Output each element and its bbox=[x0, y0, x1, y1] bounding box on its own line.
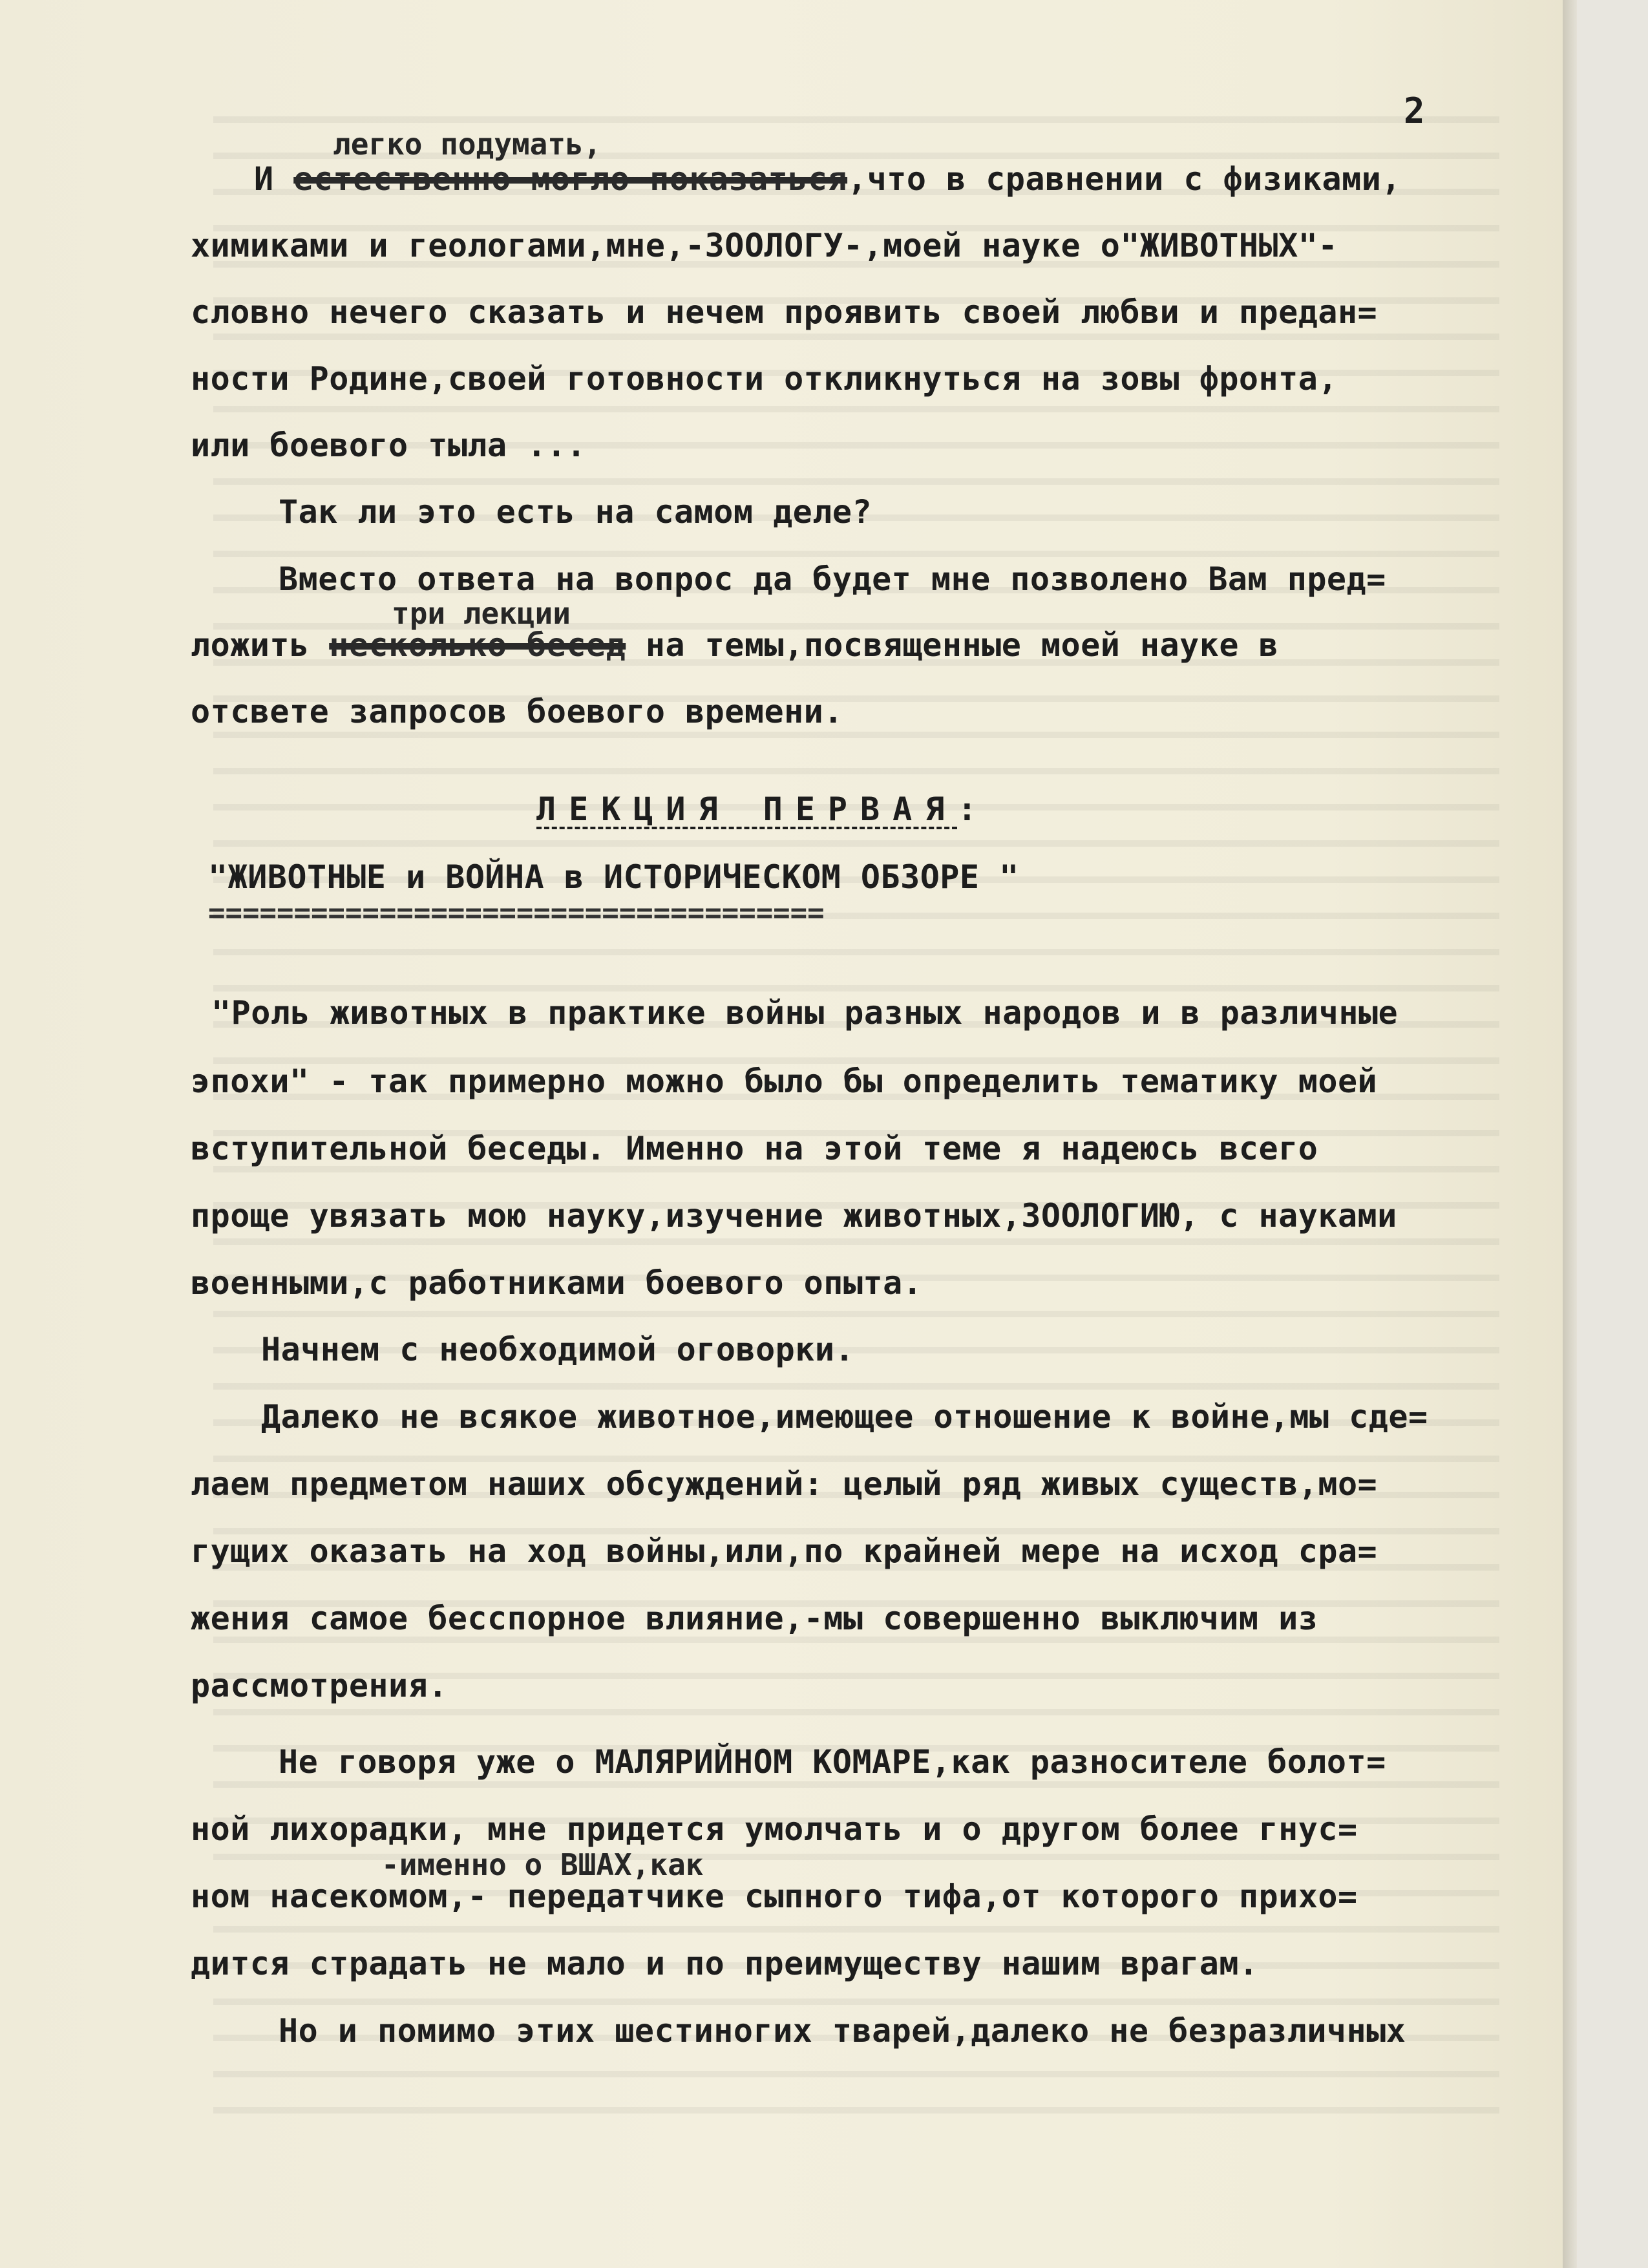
p3-line-3: отсвете запросов боевого времени. bbox=[191, 693, 843, 730]
insertion-top: легко подумать, bbox=[333, 127, 602, 162]
lecture-heading-text: ЛЕКЦИЯ ПЕРВАЯ bbox=[536, 790, 958, 828]
insertion-lice: -именно о ВШАХ,как bbox=[381, 1847, 704, 1882]
p4-line-4: проще увязать мою науку,изучение животных,ЗООЛОГИЮ, с науками bbox=[191, 1197, 1397, 1235]
p3-line-2 bbox=[191, 626, 1278, 664]
p1-line-2: химиками и геологами,мне,-ЗООЛОГУ-,моей науке о"ЖИВОТНЫХ"- bbox=[191, 227, 1338, 264]
struck-phrase-1: естественно могло показаться bbox=[293, 160, 848, 198]
p7-line-2: ной лихорадки, мне придется умолчать и о другом более гнус= bbox=[191, 1810, 1358, 1848]
p7-line-3: ном насекомом,- передатчике сыпного тифа,от которого прихо= bbox=[191, 1878, 1358, 1915]
p7-line-4: дится страдать не мало и по преимуществу нашим врагам. bbox=[191, 1945, 1259, 1982]
p1-line-1-start: И bbox=[254, 160, 294, 198]
p1-line-5: или боевого тыла ... bbox=[191, 427, 587, 464]
p6-line-1: Далеко не всякое животное,имеющее отношение к войне,мы сде= bbox=[261, 1398, 1428, 1436]
p7-line-1: Не говоря уже о МАЛЯРИЙНОМ КОМАРЕ,как разносителе болот= bbox=[279, 1743, 1386, 1781]
lecture-heading bbox=[536, 790, 989, 829]
paper-edge bbox=[1563, 0, 1577, 2268]
insertion-lectures: три лекции bbox=[392, 596, 571, 631]
struck-phrase-2: несколько бесед bbox=[329, 626, 626, 664]
p4-line-1: "Роль животных в практике войны разных народов и в различные bbox=[211, 994, 1399, 1032]
p1-line-1 bbox=[254, 160, 1401, 198]
p6-line-4: жения самое бесспорное влияние,-мы совершенно выключим из bbox=[191, 1600, 1318, 1637]
p3-line-2-end: на темы,посвященные моей науке в bbox=[626, 626, 1279, 664]
lecture-subtitle: "ЖИВОТНЫЕ и ВОЙНА в ИСТОРИЧЕСКОМ ОБЗОРЕ " bbox=[208, 858, 1019, 896]
p3-line-1: Вместо ответа на вопрос да будет мне позволено Вам пред= bbox=[279, 560, 1386, 598]
p4-line-2: эпохи" - так примерно можно было бы определить тематику моей bbox=[191, 1063, 1378, 1100]
p4-line-3: вступительной беседы. Именно на этой теме я надеюсь всего bbox=[191, 1130, 1318, 1167]
background-strip bbox=[1577, 0, 1648, 2268]
p1-line-3: словно нечего сказать и нечем проявить своей любви и предан= bbox=[191, 293, 1378, 331]
p3-line-2-start: ложить bbox=[191, 626, 330, 664]
p4-line-5: военными,с работниками боевого опыта. bbox=[191, 1264, 923, 1302]
p8-line-1: Но и помимо этих шестиногих тварей,далеко не безразличных bbox=[279, 2012, 1406, 2050]
p1-line-4: ности Родине,своей готовности откликнуться на зовы фронта, bbox=[191, 360, 1338, 397]
p6-line-2: лаем предметом наших обсуждений: целый ряд живых существ,мо= bbox=[191, 1465, 1378, 1503]
p1-line-1-end: ,что в сравнении с физиками, bbox=[847, 160, 1401, 198]
p5-line: Начнем с необходимой оговорки. bbox=[261, 1331, 855, 1368]
p6-line-5: рассмотрения. bbox=[191, 1667, 448, 1704]
subtitle-rule: ==================================== bbox=[208, 900, 825, 926]
p2-line: Так ли это есть на самом деле? bbox=[279, 493, 872, 531]
p6-line-3: гущих оказать на ход войны,или,по крайней мере на исход сра= bbox=[191, 1532, 1378, 1570]
page-number: 2 bbox=[1404, 90, 1425, 131]
lecture-heading-colon: : bbox=[957, 790, 990, 828]
